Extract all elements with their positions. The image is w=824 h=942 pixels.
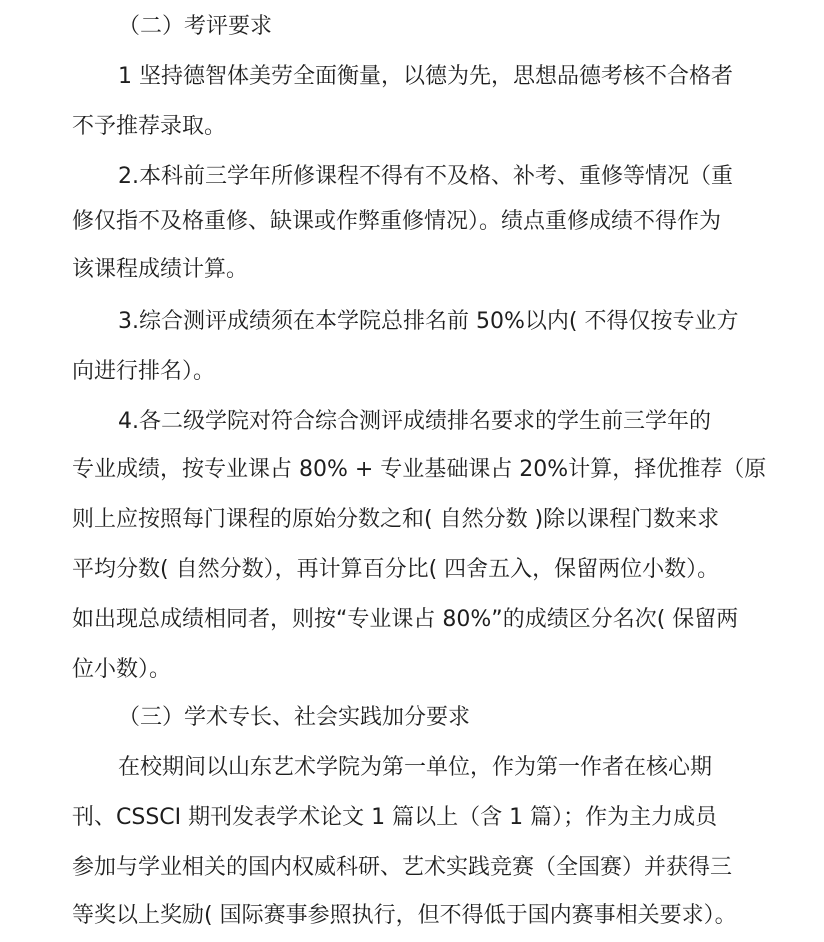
paragraph-line: 位小数）。: [72, 657, 172, 682]
paragraph-line: 3.综合测评成绩须在本学院总排名前 50%以内( 不得仅按专业方: [118, 309, 739, 334]
paragraph-line: 刊、CSSCI 期刊发表学术论文 1 篇以上（含 1 篇）；作为主力成员: [72, 805, 718, 830]
paragraph-line: 在校期间以山东艺术学院为第一单位，作为第一作者在核心期: [118, 755, 713, 780]
paragraph-line: 平均分数( 自然分数），再计算百分比( 四舍五入，保留两位小数）。: [72, 557, 720, 582]
paragraph-line: 向进行排名）。: [72, 359, 216, 384]
paragraph-line: 参加与学业相关的国内权威科研、艺术实践竞赛（全国赛）并获得三: [72, 855, 733, 880]
section-heading-academic: （三）学术专长、社会实践加分要求: [118, 705, 471, 730]
paragraph-line: 不予推荐录取。: [72, 114, 227, 139]
paragraph-line: 4.各二级学院对符合综合测评成绩排名要求的学生前三学年的: [118, 409, 711, 434]
paragraph-line: 等奖以上奖励( 国际赛事参照执行，但不得低于国内赛事相关要求）。: [72, 903, 737, 928]
paragraph-line: 2.本科前三学年所修课程不得有不及格、补考、重修等情况（重: [118, 164, 733, 189]
section-heading-evaluation: （二）考评要求: [118, 14, 273, 39]
paragraph-line: 1 坚持德智体美劳全面衡量，以德为先，思想品德考核不合格者: [118, 64, 733, 89]
paragraph-line: 修仅指不及格重修、缺课或作弊重修情况）。绩点重修成绩不得作为: [72, 209, 722, 234]
paragraph-line: 则上应按照每门课程的原始分数之和( 自然分数 )除以课程门数来求: [72, 507, 720, 532]
paragraph-line: 专业成绩，按专业课占 80% + 专业基础课占 20%计算，择优推荐（原: [72, 457, 767, 482]
paragraph-line: 该课程成绩计算。: [72, 257, 249, 282]
paragraph-line: 如出现总成绩相同者，则按“专业课占 80%”的成绩区分名次( 保留两: [72, 607, 739, 632]
